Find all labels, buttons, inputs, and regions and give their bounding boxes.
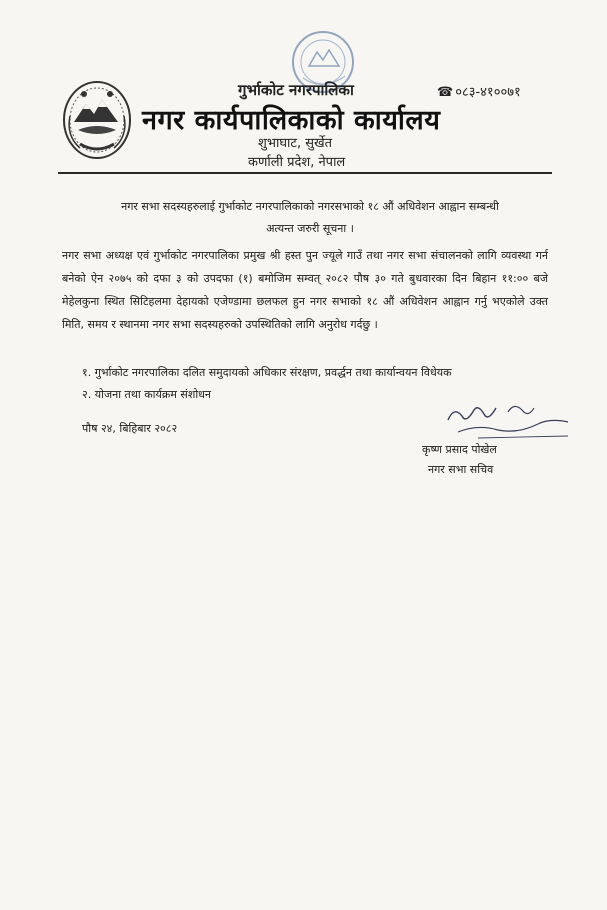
municipality-name: गुर्भाकोट नगरपालिका bbox=[238, 81, 354, 99]
handwritten-signature-icon bbox=[418, 398, 588, 446]
subject-line-1: नगर सभा सदस्यहरुलाई गुर्भाकोट नगरपालिकाको नगरसभाको १८ औं अधिवेशन आह्वान सम्बन्धी bbox=[121, 200, 499, 213]
notice-body: नगर सभा अध्यक्ष एवं गुर्भाकोट नगरपालिका प्रमुख श्री हस्त पुन ज्यूले गाउँ तथा नगर सभा संचालनको लागि व्यवस्था गर्न बनेको ऐन २०७५ को दफा ३ को उपदफा (१) बमोजिम सम्वत् २०८२ पौष ३० गते बुधवारका दिन बिहान ११:०० बजे मेहेलकुना स्थित सिटिहलमा देहायको एजेण्डामा छलफल हुन नगर सभाको १८ औं अधिवेशन आह्वान गर्नु भएकोले उक्त मिति, समय र स्थानमा नगर सभा सदस्यहरुको उपस्थितिको लागि अनुरोध गर्दछु । bbox=[62, 249, 548, 331]
phone-number bbox=[437, 82, 521, 100]
agenda-item: १. गुर्भाकोट नगरपालिका दलित समुदायको अधिकार संरक्षण, प्रवर्द्धन तथा कार्यान्वयन विधेयक bbox=[82, 366, 452, 379]
address-line-2: कर्णाली प्रदेश, नेपाल bbox=[248, 155, 346, 170]
notice-date: पौष २४, बिहिबार २०८२ bbox=[82, 422, 178, 435]
subject-line-2: अत्यन्त जरुरी सूचना । bbox=[266, 222, 354, 235]
telephone-icon: ☎ bbox=[437, 85, 454, 100]
agenda-item: २. योजना तथा कार्यक्रम संशोधन bbox=[82, 388, 212, 401]
signer-name: कृष्ण प्रसाद पोखेल bbox=[422, 443, 497, 456]
signer-title: नगर सभा सचिव bbox=[428, 463, 494, 476]
office-title: नगर कार्यपालिकाको कार्यालय bbox=[142, 105, 441, 136]
notice-subject bbox=[70, 196, 550, 240]
phone-text: ०८३-४१००७१ bbox=[455, 85, 521, 100]
header-divider bbox=[58, 172, 552, 174]
address-line-1: शुभाघाट, सुर्खेत bbox=[258, 136, 333, 151]
nepal-emblem-icon bbox=[60, 76, 134, 160]
